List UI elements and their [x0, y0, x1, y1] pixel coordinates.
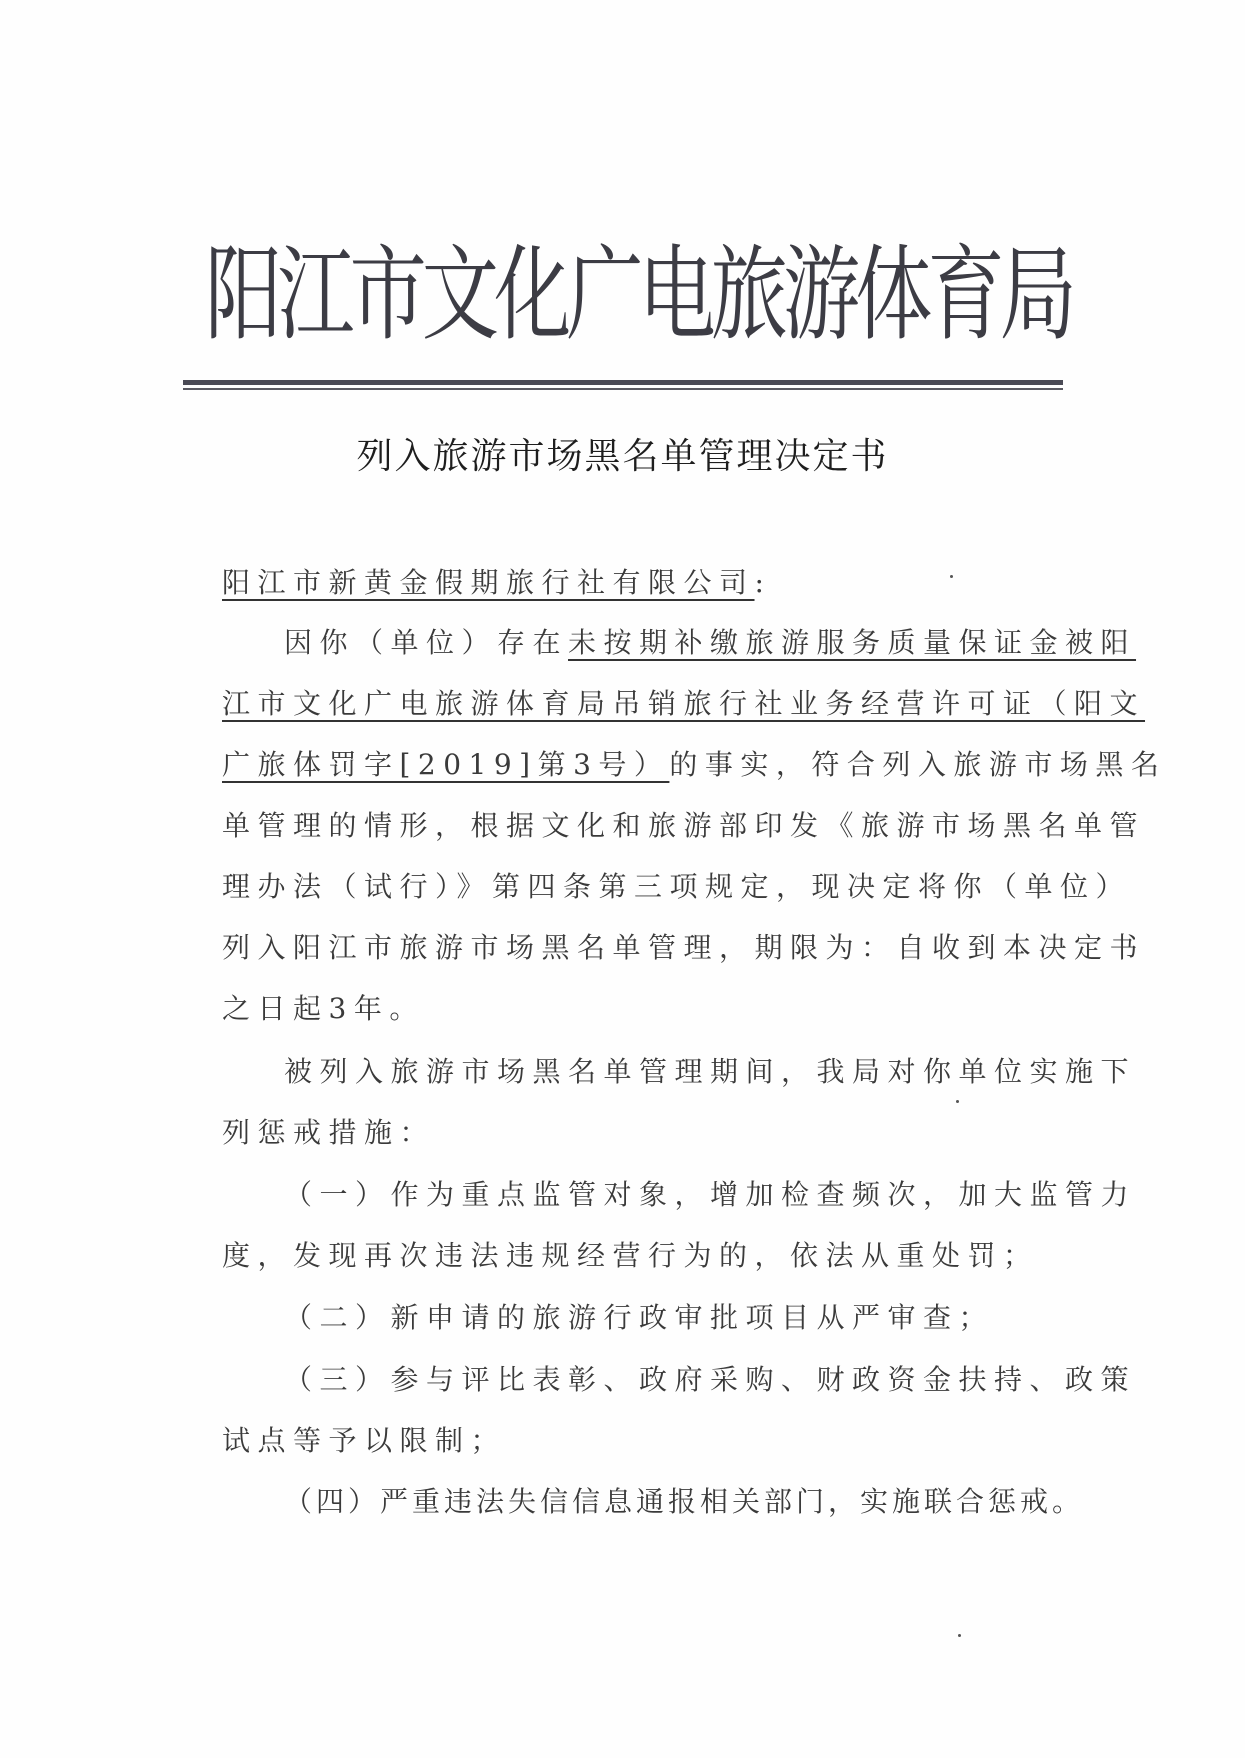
paragraph2-line2: 列惩戒措施： — [222, 1116, 436, 1149]
paragraph1-line4: 单管理的情形，根据文化和旅游部印发《旅游市场黑名单管 — [222, 809, 1146, 842]
paragraph1-line5: 理办法（试行）》第四条第三项规定，现决定将你（单位） — [222, 870, 1132, 903]
measure-2-line1: （二）新申请的旅游行政审批项目从严审查； — [284, 1301, 995, 1334]
measure-3-line1: （三）参与评比表彰、政府采购、财政资金扶持、政策 — [284, 1363, 1137, 1396]
penalty-reference: 广旅体罚字[2019]第3号） — [222, 748, 670, 781]
measure-1-line1: （一）作为重点监管对象，增加检查频次，加大监管力 — [284, 1178, 1137, 1211]
paragraph1-line2 — [222, 674, 1145, 734]
scan-speck — [950, 575, 953, 578]
recipient-name: 阳江市新黄金假期旅行社有限公司 — [222, 566, 755, 599]
paragraph1-line3 — [222, 735, 1166, 795]
paragraph2-line1: 被列入旅游市场黑名单管理期间，我局对你单位实施下 — [284, 1055, 1137, 1088]
paragraph1-line6: 列入阳江市旅游市场黑名单管理，期限为：自收到本决定书 — [222, 931, 1146, 964]
document-title: 列入旅游市场黑名单管理决定书 — [356, 436, 889, 477]
recipient-line — [222, 553, 771, 613]
letterhead-rule-thick — [183, 380, 1063, 385]
measure-4-line1: （四）严重违法失信信息通报相关部门，实施联合惩戒。 — [284, 1485, 1085, 1518]
scan-speck — [956, 1100, 959, 1103]
paragraph1-prefix: 因你（单位）存在 — [284, 626, 569, 659]
measure-3-line2: 试点等予以限制； — [222, 1424, 507, 1457]
letterhead-rule-thin — [183, 388, 1063, 390]
recipient-colon: : — [754, 566, 772, 599]
violation-fact-part2: 江市文化广电旅游体育局吊销旅行社业务经营许可证（阳文 — [222, 687, 1146, 720]
violation-fact-part1: 未按期补缴旅游服务质量保证金被阳 — [568, 626, 1137, 659]
scan-speck — [958, 1634, 961, 1637]
paragraph1-line1 — [222, 613, 1136, 673]
paragraph1-line3-suffix: 的事实，符合列入旅游市场黑名 — [669, 748, 1167, 781]
issuer-letterhead: 阳江市文化广电旅游体育局 — [205, 234, 1072, 355]
measure-1-line2: 度，发现再次违法违规经营行为的，依法从重处罚； — [222, 1239, 1039, 1272]
paragraph1-line7: 之日起3年。 — [222, 992, 425, 1025]
